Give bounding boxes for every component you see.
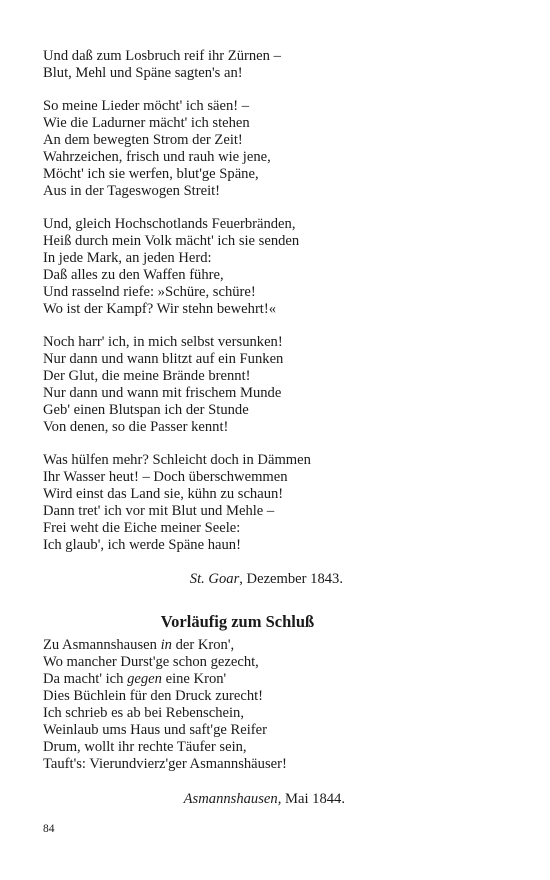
verse-line: Was hülfen mehr? Schleicht doch in Dämmen <box>43 452 311 468</box>
poem-continued <box>43 48 513 554</box>
verse-line: An dem bewegten Strom der Zeit! <box>43 132 243 148</box>
verse-line: Ihr Wasser heut! – Doch überschwemmen <box>43 469 288 485</box>
poem-vorlaeufig <box>43 637 513 773</box>
stanza <box>43 48 513 82</box>
verse-segment: Tauft's: Vierundvierz'ger Asmannshäuser! <box>43 756 287 772</box>
verse-line: Daß alles zu den Waffen führe, <box>43 267 224 283</box>
verse-segment: Ich schrieb es ab bei Rebenschein, <box>43 705 244 721</box>
verse-line: Der Glut, die meine Brände brennt! <box>43 368 251 384</box>
verse-segment: eine Kron' <box>161 671 227 687</box>
verse-line: Wo ist der Kampf? Wir stehn bewehrt!« <box>43 301 277 317</box>
verse-line: Blut, Mehl und Späne sagten's an! <box>43 65 243 81</box>
verse-line <box>43 722 513 739</box>
verse-line: Heiß durch mein Volk mächt' ich sie senden <box>43 233 300 249</box>
verse-segment: der Kron', <box>171 637 235 653</box>
dateline-date: , Dezember 1843. <box>239 571 343 587</box>
dateline-st-goar <box>43 571 513 588</box>
stanza <box>43 334 513 436</box>
page-number: 84 <box>43 823 55 835</box>
verse-line: Wahrzeichen, frisch und rauh wie jene, <box>43 149 271 165</box>
verse-line <box>43 705 513 722</box>
verse-line: Und rasselnd riefe: »Schüre, schüre! <box>43 284 256 300</box>
verse-line: Nur dann und wann blitzt auf ein Funken <box>43 351 284 367</box>
stanza <box>43 216 513 318</box>
verse-segment: Da macht' ich <box>43 671 128 687</box>
verse-line <box>43 654 513 671</box>
verse-line: So meine Lieder möcht' ich säen! – <box>43 98 250 114</box>
verse-line <box>43 688 513 705</box>
dateline-place: St. Goar <box>189 571 240 587</box>
verse-line: Und daß zum Losbruch reif ihr Zürnen – <box>43 48 281 64</box>
verse-line: Ich glaub', ich werde Späne haun! <box>43 537 241 553</box>
verse-line: Noch harr' ich, in mich selbst versunken! <box>43 334 283 350</box>
emphasis-word: gegen <box>127 671 162 687</box>
verse-line: Dann tret' ich vor mit Blut und Mehle – <box>43 503 275 519</box>
verse-line: Von denen, so die Passer kennt! <box>43 419 229 435</box>
verse-line: Nur dann und wann mit frischem Munde <box>43 385 282 401</box>
verse-line: Aus in der Tageswogen Streit! <box>43 183 221 199</box>
verse-line <box>43 671 513 688</box>
verse-line <box>43 637 513 654</box>
dateline-asmannshausen <box>43 791 513 808</box>
stanza <box>43 98 513 200</box>
verse-line <box>43 756 513 773</box>
verse-segment: Zu Asmannshausen <box>43 637 161 653</box>
verse-segment: Dies Büchlein für den Druck zurecht! <box>43 688 264 704</box>
verse-line: In jede Mark, an jeden Herd: <box>43 250 212 266</box>
verse-segment: Weinlaub ums Haus und saft'ge Reifer <box>43 722 267 738</box>
verse-line: Und, gleich Hochschotlands Feuerbränden, <box>43 216 296 232</box>
verse-line: Wird einst das Land sie, kühn zu schaun! <box>43 486 284 502</box>
poem-title: Vorläufig zum Schluß <box>160 612 315 631</box>
verse-segment: Wo mancher Durst'ge schon gezecht, <box>43 654 259 670</box>
verse-line: Möcht' ich sie werfen, blut'ge Späne, <box>43 166 259 182</box>
verse-line: Geb' einen Blutspan ich der Stunde <box>43 402 249 418</box>
verse-line: Wie die Ladurner mächt' ich stehen <box>43 115 250 131</box>
dateline-place: Asmannshausen <box>183 791 278 807</box>
dateline-date: , Mai 1844. <box>277 791 345 807</box>
verse-segment: Drum, wollt ihr rechte Täufer sein, <box>43 739 247 755</box>
verse-line <box>43 739 513 756</box>
verse-line: Frei weht die Eiche meiner Seele: <box>43 520 241 536</box>
stanza <box>43 452 513 554</box>
emphasis-word: in <box>160 637 172 653</box>
